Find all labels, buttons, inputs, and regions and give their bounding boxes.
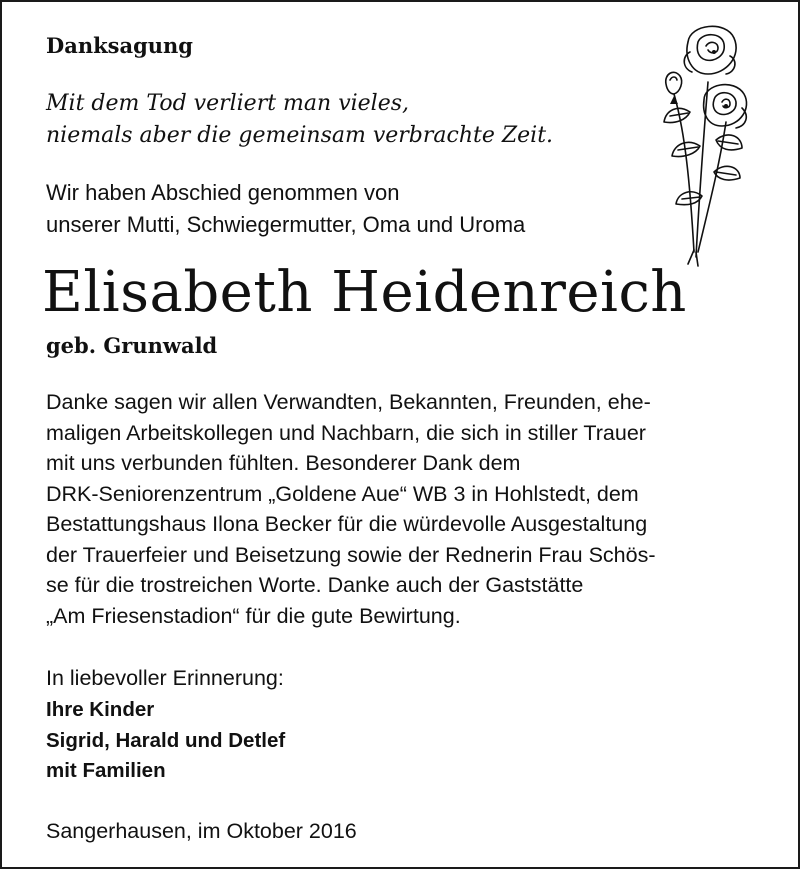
quote-line-1: Mit dem Tod verliert man vieles,: [46, 91, 410, 116]
thanks-line: mit uns verbunden fühlten. Besonderer Dank dem: [46, 451, 521, 475]
thanks-line: der Trauerfeier und Beisetzung sowie der Rednerin Frau Schös-: [46, 542, 656, 567]
quote-line-2: niemals aber die gemeinsam verbrachte Zeit.: [46, 123, 554, 148]
place-date: Sangerhausen, im Oktober 2016: [46, 819, 357, 843]
thanks-paragraph: [46, 387, 656, 631]
memorial-quote: [46, 88, 553, 152]
heading: Danksagung: [46, 33, 193, 58]
mourners-list: [46, 695, 285, 787]
thanks-line: Bestattungshaus Ilona Becker für die würdevolle Ausgestaltung: [46, 512, 648, 536]
thanks-line: Danke sagen wir allen Verwandten, Bekannten, Freunden, ehe-: [46, 390, 651, 414]
signoff-text: In liebevoller Erinnerung:: [46, 666, 284, 690]
deceased-name: Elisabeth Heidenreich: [42, 260, 687, 325]
intro-line-2: unserer Mutti, Schwiegermutter, Oma und Uroma: [46, 212, 526, 237]
thanks-line: DRK-Seniorenzentrum „Goldene Aue“ WB 3 in Hohlstedt, dem: [46, 481, 639, 506]
roses-icon: [630, 12, 760, 268]
intro-line-1: Wir haben Abschied genommen von: [46, 180, 400, 205]
mourner-line: Sigrid, Harald und Detlef: [46, 728, 286, 752]
mourner-line: Ihre Kinder: [46, 698, 155, 721]
thanks-line: „Am Friesenstadion“ für die gute Bewirtung.: [46, 603, 461, 628]
maiden-name: geb. Grunwald: [46, 333, 218, 358]
thanks-line: maligen Arbeitskollegen und Nachbarn, die sich in stiller Trauer: [46, 420, 646, 445]
intro-text: [46, 177, 525, 241]
thanks-line: se für die trostreichen Worte. Danke auch der Gaststätte: [46, 573, 584, 597]
mourner-line: mit Familien: [46, 759, 166, 782]
